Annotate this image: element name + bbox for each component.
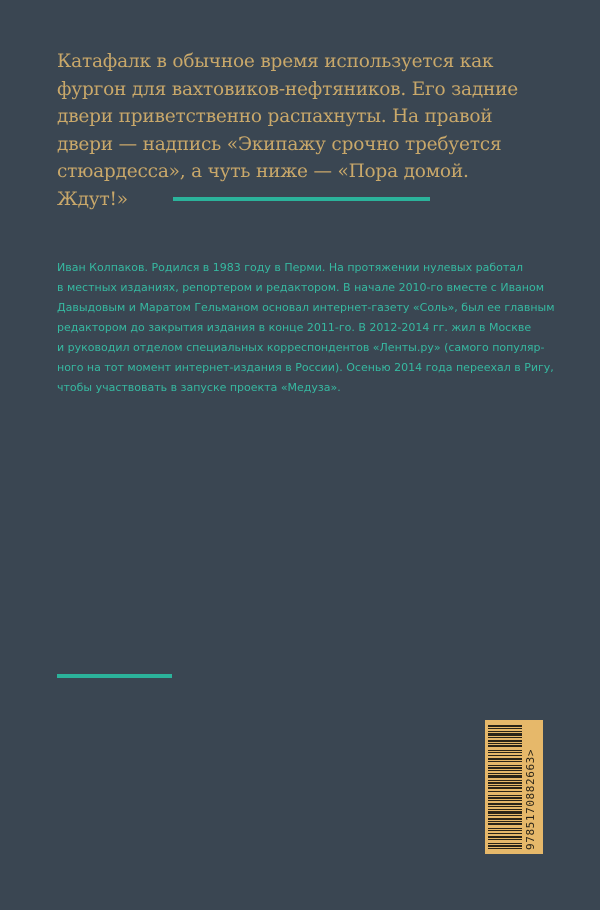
barcode-bar xyxy=(488,848,522,849)
pull-quote-line: Катафалк в обычное время используется как xyxy=(57,51,494,72)
barcode-bar xyxy=(488,761,522,762)
pull-quote xyxy=(57,48,557,213)
barcode-bar xyxy=(488,755,522,756)
barcode-bar xyxy=(488,833,522,834)
barcode-bar xyxy=(488,811,522,814)
barcode-bar xyxy=(488,752,522,753)
barcode-bar xyxy=(488,750,522,751)
barcode-bar xyxy=(488,806,522,807)
author-bio-line: Иван Колпаков. Родился в 1983 году в Перми. На протяжении нулевых работал xyxy=(57,261,524,274)
barcode-bar xyxy=(488,836,522,838)
barcode-bar xyxy=(488,775,522,778)
author-bio xyxy=(57,258,557,398)
author-bio-line: в местных изданиях, репортером и редактором. В начале 2010-го вместе с Иваном xyxy=(57,281,545,294)
pull-quote-line: фургон для вахтовиков-нефтяников. Его задние xyxy=(57,78,519,100)
pull-quote-line: стюардесса», а чуть ниже — «Пора домой. xyxy=(57,161,469,182)
author-bio-line: редактором до закрытия издания в конце 2011-го. В 2012-2014 гг. жил в Москве xyxy=(57,321,532,334)
barcode-bar xyxy=(488,725,522,727)
barcode-bar xyxy=(488,800,522,801)
author-bio-line: и руководил отделом специальных корреспондентов «Ленты.ру» (самого популяр- xyxy=(57,341,545,354)
barcode-bar xyxy=(488,728,522,729)
pull-quote-line: Ждут!» xyxy=(57,188,128,210)
barcode-bar xyxy=(488,803,522,805)
barcode-bar xyxy=(488,815,522,816)
barcode-bar xyxy=(488,780,522,781)
pull-quote-line: двери — надпись «Экипажу срочно требуется xyxy=(57,133,502,155)
barcode-bar xyxy=(488,791,522,792)
barcode-bar xyxy=(488,737,522,738)
barcode-bar xyxy=(488,818,522,820)
barcode-bar xyxy=(488,740,522,742)
barcode-bar xyxy=(488,821,522,822)
barcode-bar xyxy=(488,845,522,847)
isbn-barcode xyxy=(485,720,543,854)
barcode-bar xyxy=(488,733,522,736)
barcode-bars xyxy=(488,724,522,850)
barcode-bar xyxy=(488,731,522,732)
barcode-bar xyxy=(488,795,522,796)
author-bio-line: чтобы участвовать в запуске проекта «Медуза». xyxy=(57,381,341,394)
barcode-bar xyxy=(488,745,522,747)
quote-accent-rule xyxy=(173,197,430,201)
author-bio-line: ного на тот момент интернет-издания в России). Осенью 2014 года переехал в Ригу, xyxy=(57,361,554,374)
barcode-bar xyxy=(488,828,522,829)
barcode-digits: 9785170882663> xyxy=(524,748,537,850)
barcode-bar xyxy=(488,843,522,844)
barcode-bar xyxy=(488,823,522,825)
barcode-bar xyxy=(488,809,522,810)
author-bio-line: Давыдовым и Маратом Гельманом основал интернет-газету «Соль», был ее главным xyxy=(57,301,555,314)
barcode-bar xyxy=(488,782,522,784)
barcode-bar xyxy=(488,767,522,769)
barcode-bar xyxy=(488,758,522,760)
barcode-bar xyxy=(488,773,522,774)
pull-quote-line: двери приветственно распахнуты. На правой xyxy=(57,106,493,127)
barcode-bar xyxy=(488,785,522,786)
barcode-bar xyxy=(488,743,522,744)
barcode-bar xyxy=(488,787,522,789)
barcode-bar xyxy=(488,839,522,840)
barcode-digits-wrap xyxy=(523,724,540,850)
bottom-accent-rule xyxy=(57,674,172,678)
barcode-bar xyxy=(488,830,522,831)
barcode-bar xyxy=(488,765,522,766)
barcode-bar xyxy=(488,797,522,799)
barcode-bar xyxy=(488,770,522,771)
